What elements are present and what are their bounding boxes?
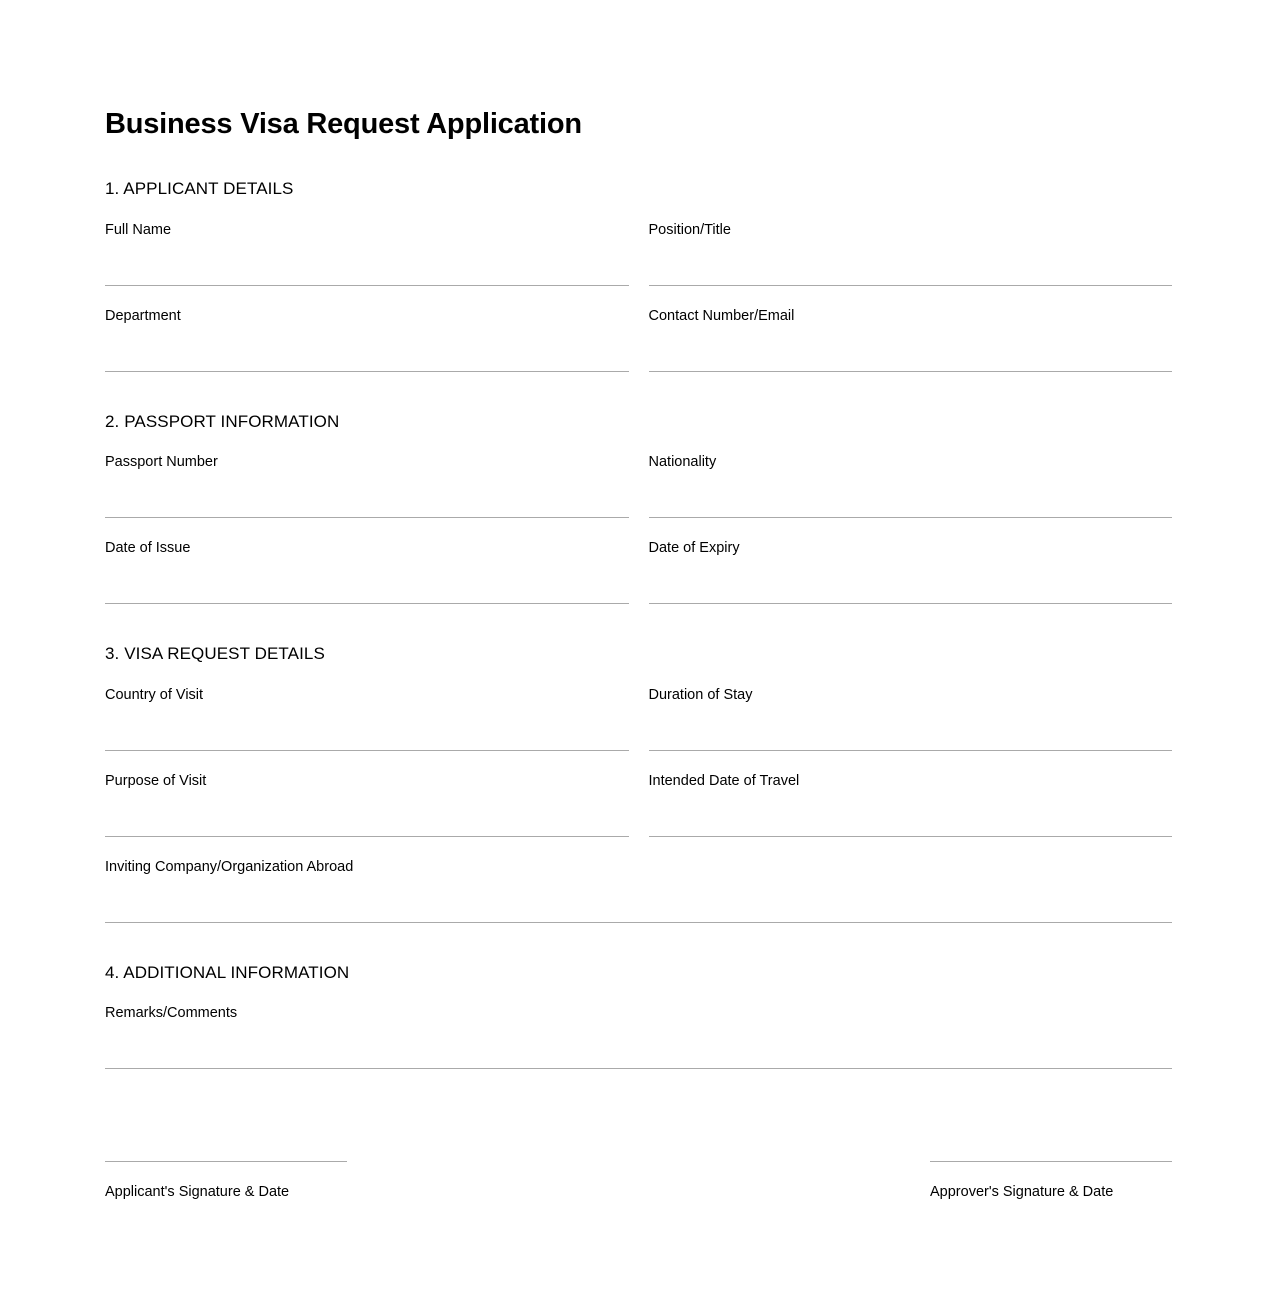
- applicant-signature-label: Applicant's Signature & Date: [105, 1183, 290, 1200]
- field-value: [105, 239, 629, 262]
- approver-signature-label: Approver's Signature & Date: [930, 1183, 1114, 1200]
- field-cell: [105, 214, 629, 286]
- field-cell: [649, 446, 1173, 518]
- field-row: [105, 679, 1172, 751]
- field-department[interactable]: [105, 300, 629, 372]
- field-value: [105, 790, 629, 813]
- section-passport-information: [105, 412, 1172, 604]
- field-value: [649, 325, 1173, 348]
- page-title: Business Visa Request Application: [105, 108, 582, 140]
- field-label: Position/Title: [648, 221, 731, 238]
- field-cell: [105, 851, 1172, 923]
- field-label: Full Name: [105, 221, 172, 238]
- field-cell: [649, 765, 1173, 837]
- field-cell: [649, 300, 1173, 372]
- approver-signature-field[interactable]: [930, 1161, 1172, 1201]
- field-cell: [105, 532, 629, 604]
- section-additional-information: [105, 963, 1172, 1069]
- field-value: [105, 558, 629, 581]
- field-cell: [649, 679, 1173, 751]
- field-label: Country of Visit: [105, 686, 204, 703]
- field-cell: [105, 997, 1172, 1069]
- field-cell: [105, 765, 629, 837]
- field-full-name[interactable]: [105, 214, 629, 286]
- field-value: [649, 790, 1173, 813]
- field-row: [105, 300, 1172, 372]
- field-label: Nationality: [648, 454, 717, 471]
- document-body: [105, 0, 1172, 1201]
- field-value: [105, 472, 629, 495]
- field-duration-of-stay[interactable]: [649, 679, 1173, 751]
- field-label: Contact Number/Email: [648, 307, 795, 324]
- field-label: Inviting Company/Organization Abroad: [105, 858, 354, 875]
- field-cell: [105, 300, 629, 372]
- field-purpose-of-visit[interactable]: [105, 765, 629, 837]
- field-value: [105, 876, 1172, 899]
- section-visa-request-details: [105, 644, 1172, 922]
- section-heading: 3. VISA REQUEST DETAILS: [105, 644, 325, 664]
- field-row: [105, 851, 1172, 923]
- field-label: Date of Expiry: [648, 540, 740, 557]
- applicant-signature-field[interactable]: [105, 1161, 347, 1201]
- field-row: [105, 532, 1172, 604]
- field-value: [649, 239, 1173, 262]
- field-value: [649, 704, 1173, 727]
- section-heading: 4. ADDITIONAL INFORMATION: [105, 962, 350, 982]
- field-label: Duration of Stay: [648, 686, 753, 703]
- field-row: [105, 997, 1172, 1069]
- field-value: [649, 558, 1173, 581]
- field-country-of-visit[interactable]: [105, 679, 629, 751]
- section-applicant-details: [105, 179, 1172, 371]
- field-value: [105, 325, 629, 348]
- field-label: Remarks/Comments: [105, 1004, 238, 1021]
- field-label: Purpose of Visit: [105, 772, 207, 789]
- field-value: [649, 472, 1173, 495]
- field-cell: [105, 446, 629, 518]
- field-cell: [105, 679, 629, 751]
- field-label: Passport Number: [105, 454, 218, 471]
- field-nationality[interactable]: [649, 446, 1173, 518]
- field-value: [105, 704, 629, 727]
- field-position-title[interactable]: [649, 214, 1173, 286]
- section-heading: 1. APPLICANT DETAILS: [105, 179, 294, 199]
- field-intended-date-of-travel[interactable]: [649, 765, 1173, 837]
- signature-block: [105, 1161, 1172, 1201]
- field-cell: [649, 532, 1173, 604]
- field-date-of-issue[interactable]: [105, 532, 629, 604]
- field-contact-number-email[interactable]: [649, 300, 1173, 372]
- field-row: [105, 446, 1172, 518]
- field-inviting-company[interactable]: [105, 851, 1172, 923]
- field-value: [105, 1022, 1172, 1045]
- field-row: [105, 214, 1172, 286]
- field-date-of-expiry[interactable]: [649, 532, 1173, 604]
- section-heading: 2. PASSPORT INFORMATION: [105, 411, 340, 431]
- field-remarks-comments[interactable]: [105, 997, 1172, 1069]
- field-row: [105, 765, 1172, 837]
- field-label: Intended Date of Travel: [648, 772, 800, 789]
- field-cell: [649, 214, 1173, 286]
- field-passport-number[interactable]: [105, 446, 629, 518]
- field-label: Date of Issue: [105, 540, 191, 557]
- field-label: Department: [105, 307, 181, 324]
